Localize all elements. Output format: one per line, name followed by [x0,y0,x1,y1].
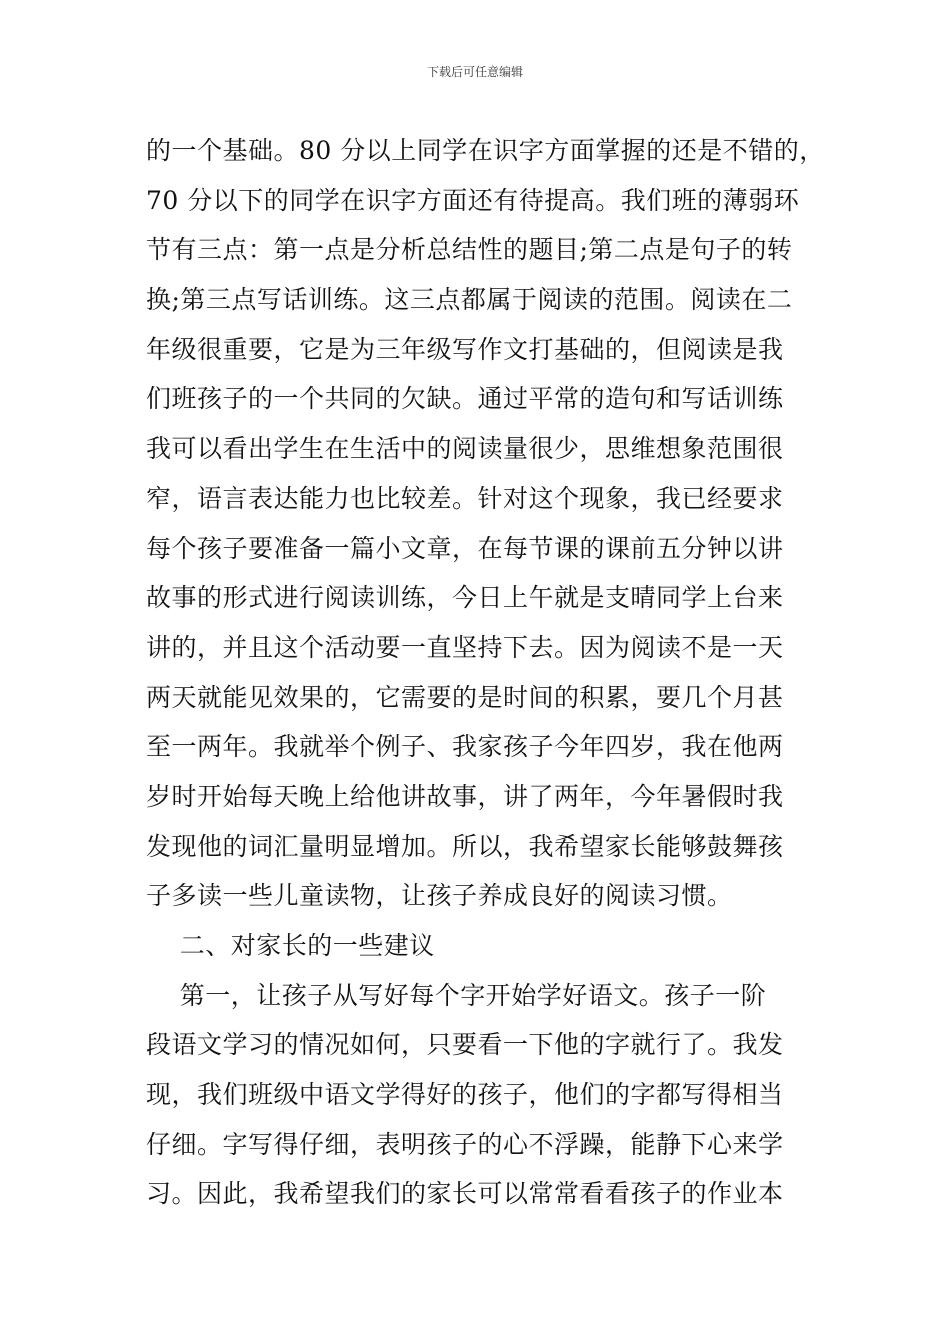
page-header: 下载后可任意编辑 [426,65,523,79]
paragraph-line: 现，我们班级中语文学得好的孩子，他们的字都写得相当 [146,1080,784,1110]
paragraph-line: 段语文学习的情况如何，只要看一下他的字就行了。我发 [146,1030,784,1060]
paragraph-line: 发现他的词汇量明显增加。所以，我希望家长能够鼓舞孩 [146,831,784,861]
paragraph-line: 习。因此，我希望我们的家长可以常常看看孩子的作业本 [146,1179,784,1209]
paragraph-line: 第一，让孩子从写好每个字开始学好语文。孩子一阶 [146,980,767,1010]
paragraph-line: 们班孩子的一个共同的欠缺。通过平常的造句和写话训练 [146,384,784,414]
paragraph-line: 两天就能见效果的，它需要的是时间的积累，要几个月甚 [146,682,784,712]
paragraph-line: 节有三点：第一点是分析总结性的题目;第二点是句子的转 [146,235,793,265]
paragraph-line: 窄，语言表达能力也比较差。针对这个现象，我已经要求 [146,483,784,513]
paragraph-line: 的一个基础。80 分以上同学在识字方面掌握的还是不错的， [146,136,825,165]
paragraph-line: 换;第三点写话训练。这三点都属于阅读的范围。阅读在二 [146,285,793,315]
paragraph-line: 岁时开始每天晚上给他讲故事，讲了两年，今年暑假时我 [146,781,784,811]
paragraph-line: 故事的形式进行阅读训练，今日上午就是支晴同学上台来 [146,583,784,613]
paragraph-line: 仔细。字写得仔细，表明孩子的心不浮躁，能静下心来学 [146,1129,784,1159]
paragraph-line: 每个孩子要准备一篇小文章，在每节课的课前五分钟以讲 [146,533,784,563]
paragraph-line: 年级很重要，它是为三年级写作文打基础的，但阅读是我 [146,334,784,364]
paragraph-line: 我可以看出学生在生活中的阅读量很少，思维想象范围很 [146,434,784,464]
paragraph-line: 70 分以下的同学在识字方面还有待提高。我们班的薄弱环 [146,185,800,215]
section-heading: 二、对家长的一些建议 [146,931,435,960]
paragraph-line: 至一两年。我就举个例子、我家孩子今年四岁，我在他两 [146,732,784,762]
document-body [146,126,825,1219]
paragraph-line: 子多读一些儿童读物，让孩子养成良好的阅读习惯。 [146,881,733,911]
paragraph-line: 讲的，并且这个活动要一直坚持下去。因为阅读不是一天 [146,632,784,662]
